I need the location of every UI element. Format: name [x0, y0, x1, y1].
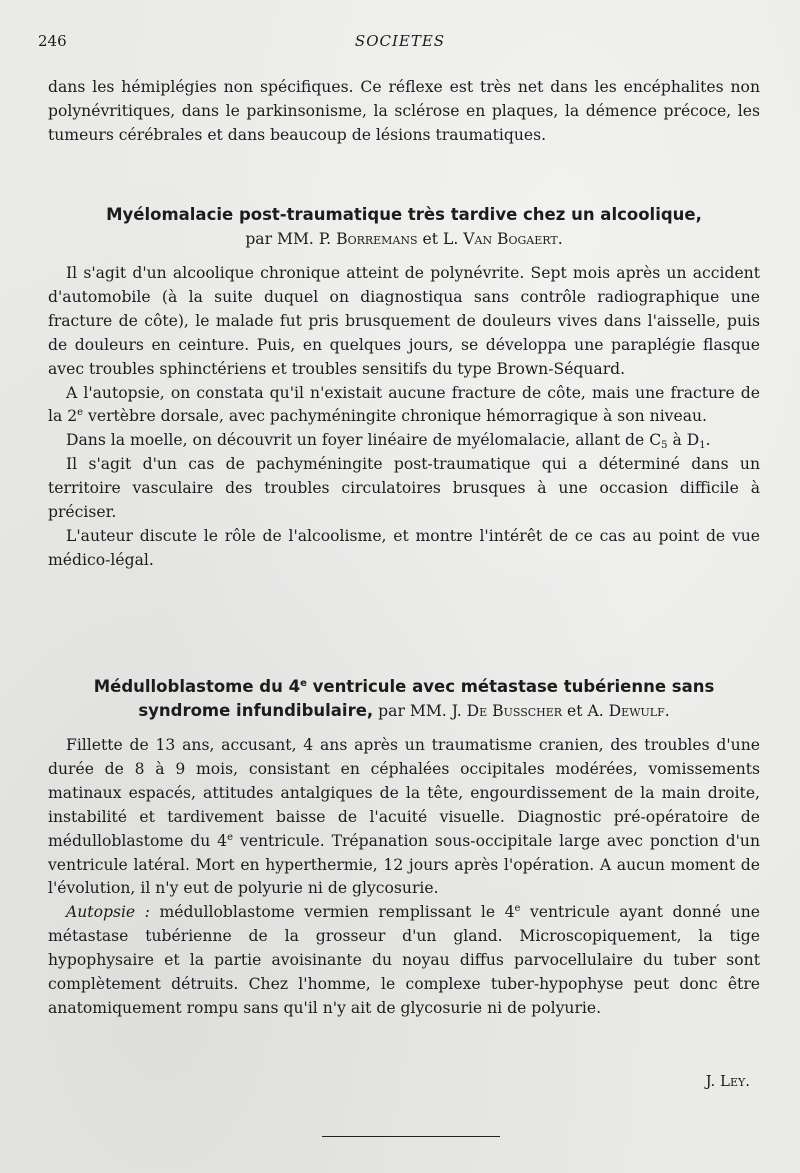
paragraph-text: ventricule. Trépanation sous-occipitale large avec ponction d'un ventricule latéral. Mort en hyperthermie, 12 jours après l'opération. A aucun moment de l'évolution, il n'y eut de polyurie ni de glycosurie.	[48, 831, 761, 898]
byline-text: et A.	[562, 702, 609, 720]
signature: J. Ley.	[705, 1072, 750, 1090]
author-name: De Busscher	[466, 702, 563, 720]
superscript: e	[514, 903, 521, 915]
article-1	[48, 203, 760, 573]
paragraph-text: ventricule ayant donné une métastase tubérienne de la grosseur d'un gland. Microscopiquement, la tige hypophysaire et la partie avoisinante du noyau diffus parvocellulaire du tuber sont complètement détruits. Chez l'homme, le complexe tuber-hypophyse peut donc être anatomiquement rompu sans qu'il n'y ait de glycosurie ni de polyurie.	[48, 903, 761, 1017]
article-1-byline	[48, 227, 760, 251]
article-1-paragraph	[48, 429, 760, 453]
intro-paragraph: dans les hémiplégies non spécifiques. Ce réflexe est très net dans les encéphalites non polynévritiques, dans le parkinsonisme, la sclérose en plaques, la démence précoce, les tumeurs cérébrales et dans beaucoup de lésions traumatiques.	[48, 78, 760, 144]
author-name: Dewulf	[608, 702, 665, 720]
intro-block	[48, 76, 760, 148]
author-name: Van Bogaert	[463, 230, 558, 248]
superscript: e	[300, 678, 307, 689]
page-number: 246	[38, 32, 67, 50]
article-2-paragraph	[48, 901, 760, 1021]
article-2	[48, 675, 760, 1021]
article-2-paragraph	[48, 734, 760, 901]
running-head: SOCIETES	[354, 32, 446, 50]
title-text: ventricule avec métastase tubérienne sans syndrome infundibulaire,	[138, 677, 715, 720]
article-2-title	[48, 675, 760, 723]
author-name: Borremans	[336, 230, 418, 248]
byline-text: et L.	[417, 230, 464, 248]
article-1-paragraph	[48, 382, 760, 430]
paragraph-text: à D	[667, 431, 700, 450]
byline-text: par MM. J.	[373, 702, 467, 720]
article-2-byline	[373, 702, 669, 720]
title-text: Médulloblastome du 4	[93, 677, 301, 696]
subscript: 5	[661, 440, 668, 452]
byline-text: .	[664, 702, 670, 720]
byline-text: par MM. P.	[245, 230, 337, 248]
paragraph-text: médulloblastome vermien remplissant le 4	[149, 903, 515, 922]
superscript: e	[227, 831, 234, 843]
article-1-paragraph: Il s'agit d'un cas de pachyméningite post-traumatique qui a déterminé dans un territoire vasculaire des troubles circulatoires brusques à une occasion difficile à préciser.	[48, 455, 760, 522]
footer-rule	[322, 1136, 500, 1137]
paragraph-text: Dans la moelle, on découvrit un foyer linéaire de myélomalacie, allant de C	[66, 431, 662, 450]
page-header	[38, 32, 762, 54]
paragraph-text: vertèbre dorsale, avec pachyméningite chronique hémorragique à son niveau.	[83, 407, 708, 426]
paragraph-text: .	[705, 431, 711, 450]
article-1-title: Myélomalacie post-traumatique très tardive chez un alcoolique,	[106, 205, 702, 224]
autopsy-label: Autopsie :	[66, 903, 150, 922]
superscript: e	[77, 407, 84, 419]
paragraph-text: A l'autopsie, on constata qu'il n'existait aucune fracture de côte, mais une fracture de la 2	[48, 383, 760, 426]
byline-text: .	[557, 230, 563, 248]
article-1-paragraph: Il s'agit d'un alcoolique chronique atteint de polynévrite. Sept mois après un accident d'automobile (à la suite duquel on diagnostiqua sans contrôle radiographique une fracture de côte), le malade fut pris brusquement de douleurs vives dans l'aisselle, puis de douleurs en ceinture. Puis, en quelques jours, se développa une paraplégie flasque avec troubles sphinctériens et troubles sensitifs du type Brown-Séquard.	[48, 264, 760, 378]
paragraph-text: Fillette de 13 ans, accusant, 4 ans après un traumatisme cranien, des troubles d'une durée de 8 à 9 mois, consistant en céphalées occipitales modérées, vomissements matinaux espacés, attitudes antalgiques de la tête, engourdissement de la main droite, instabilité et tardivement baisse de l'acuité visuelle. Diagnostic pré-opératoire de médulloblastome du 4	[48, 736, 760, 850]
subscript: 1	[699, 440, 706, 452]
article-1-paragraph: L'auteur discute le rôle de l'alcoolisme, et montre l'intérêt de ce cas au point de vue médico-légal.	[48, 526, 760, 569]
